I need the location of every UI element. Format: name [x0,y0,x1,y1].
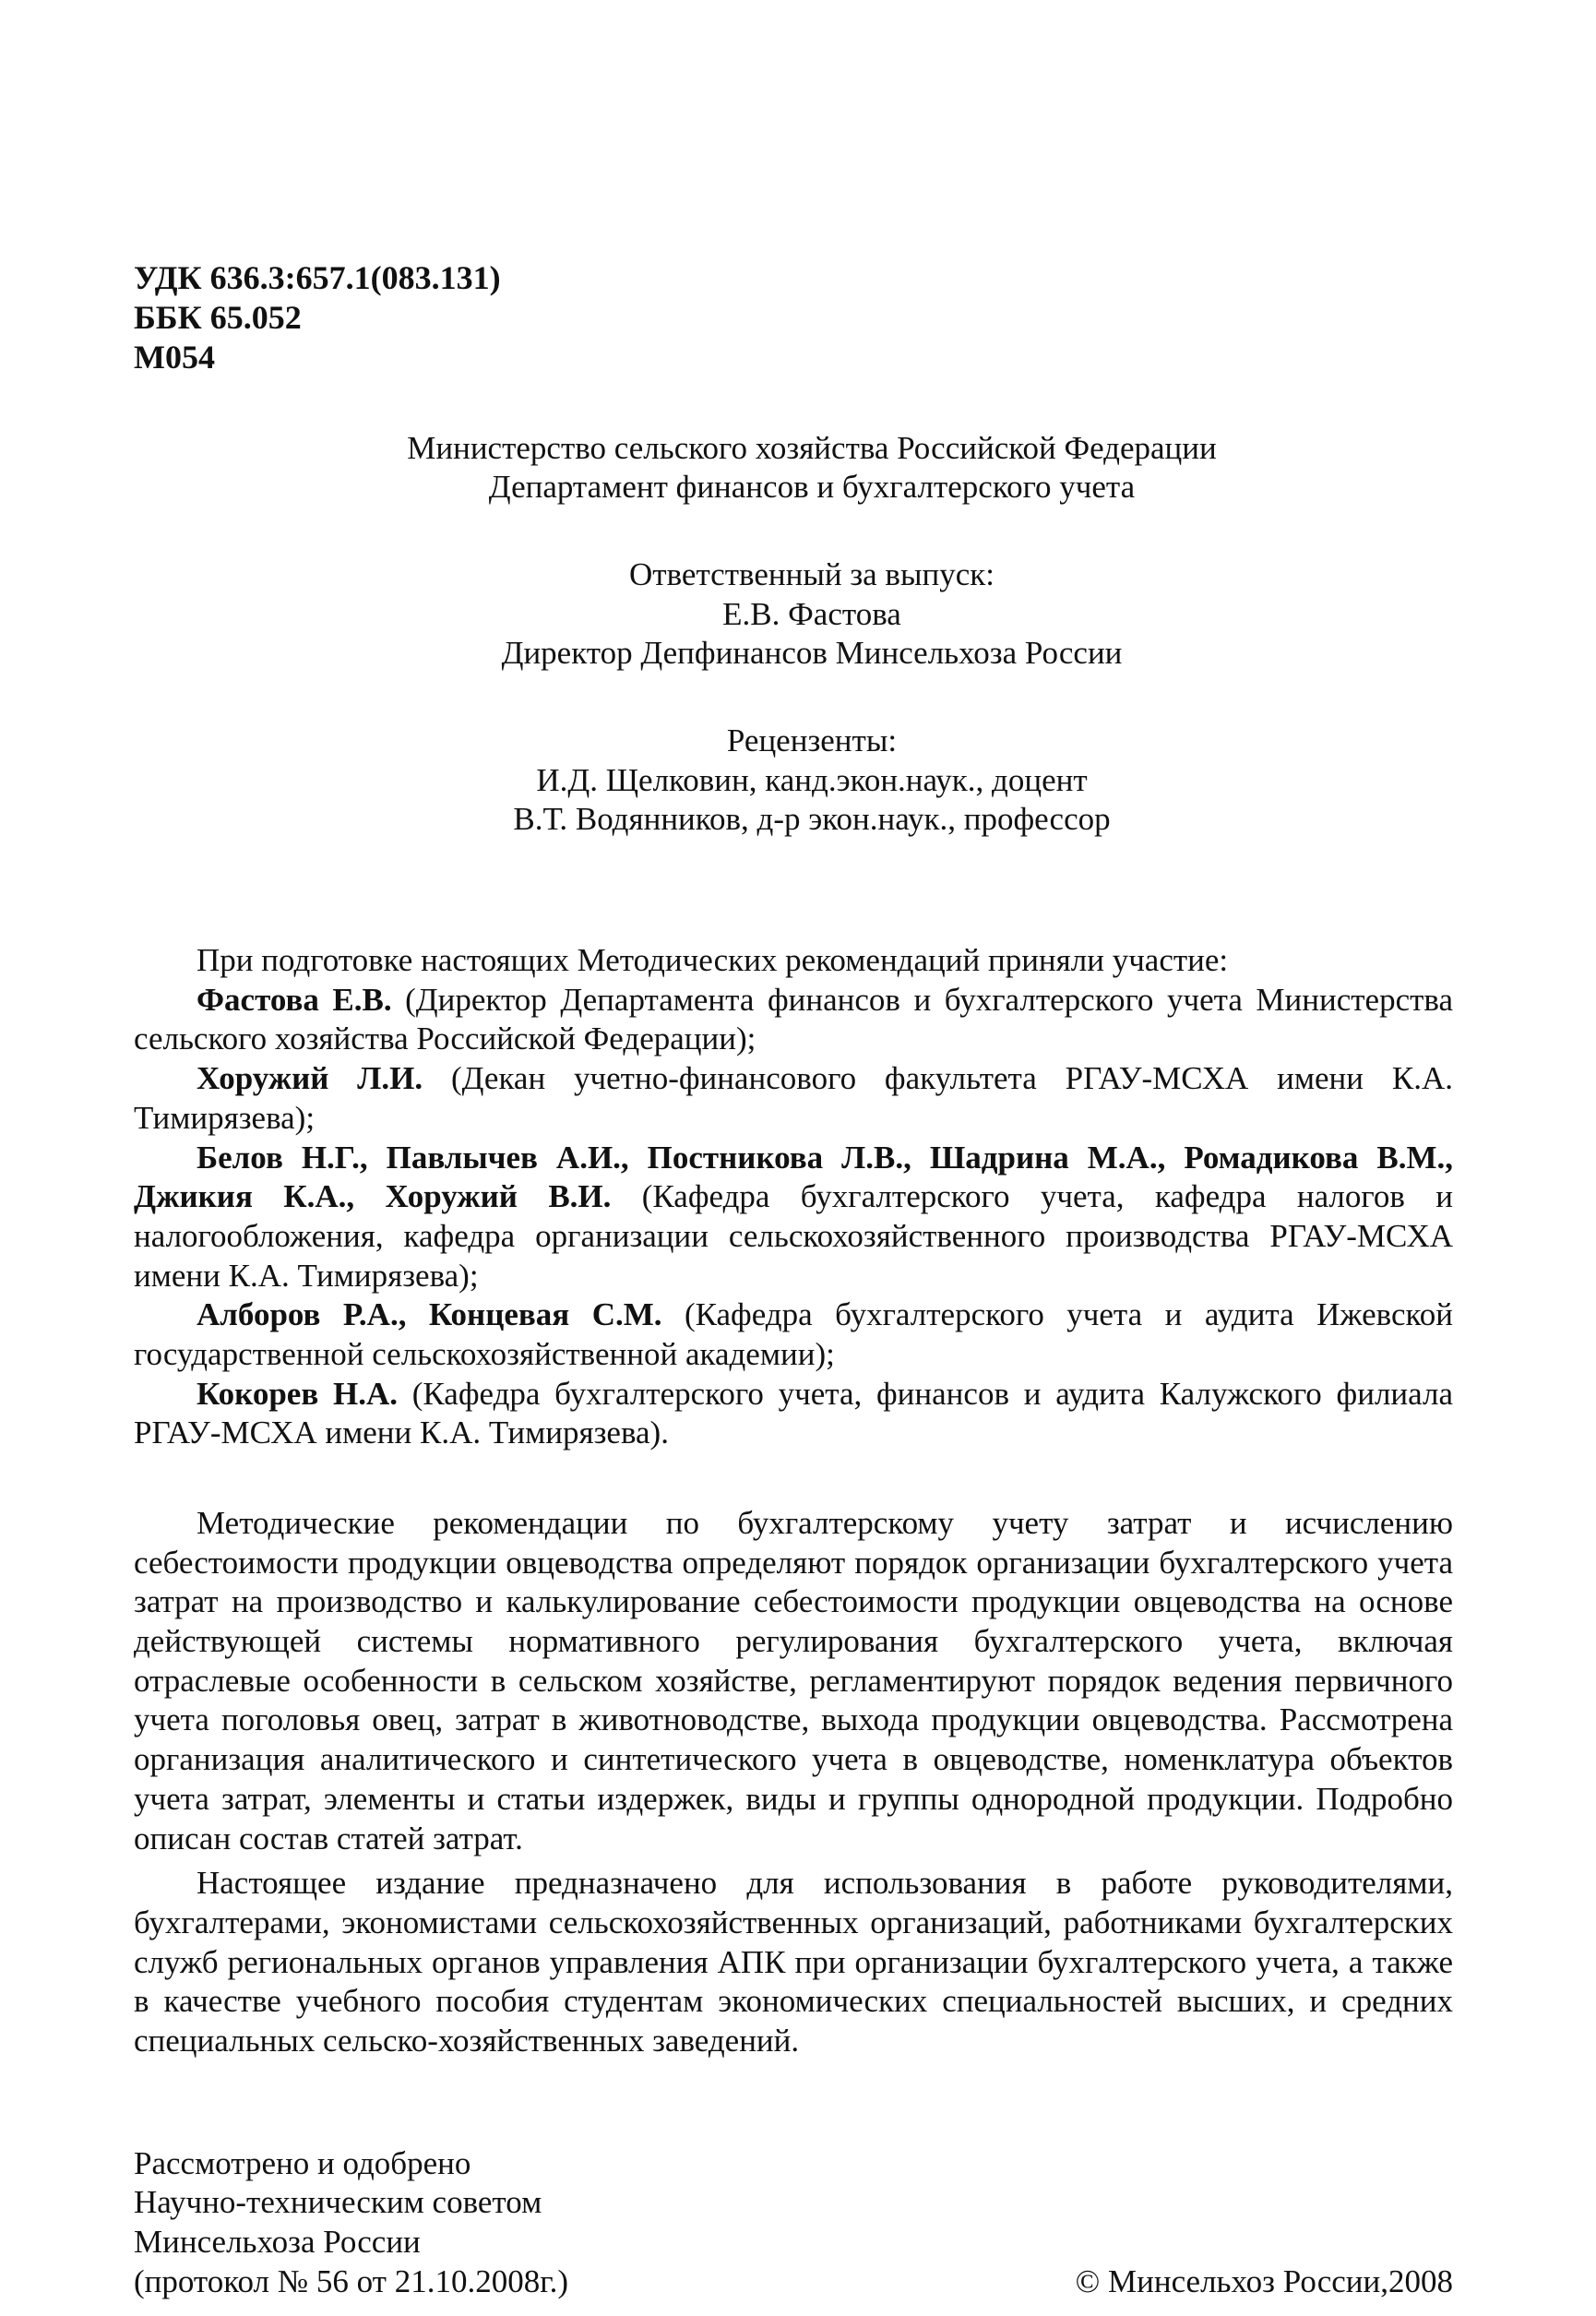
classification-codes [134,258,1453,378]
description-paragraph: Настоящее издание предназначено для использования в работе руководителями, бухгалтерами, экономистами сельскохозяйственных организаций, работниками бухгалтерских служб региональных органов управления АПК при организации бухгалтерского учета, а также в качестве учебного пособия студентам экономических специальностей высших, и средних специальных сельско-хозяйственных заведений. [134,1865,1453,2059]
participant-names: Хоружий Л.И. [197,1060,423,1097]
responsible-position: Директор Депфинансов Минсельхоза России [501,635,1123,672]
participant-entry [134,1375,1453,1453]
reviewer-item: В.Т. Водянников, д-р экон.наук., профессор [513,801,1111,838]
ministry-name: Министерство сельского хозяйства Российской Федерации [407,429,1217,466]
council-line: Научно-техническим советом [134,2184,542,2221]
participant-entry [134,1059,1453,1138]
participant-affiliation: (Кафедра бухгалтерского учета, кафедра налогов и налогообложения, кафедра организации сельскохозяйственного производства РГАУ-МСХА имени К.А. Тимирязева); [134,1178,1453,1294]
participant-affiliation: (Декан учетно-финансового факультета РГАУ-МСХА имени К.А. Тимирязева); [134,1060,1453,1136]
participants-section [134,941,1453,1453]
description-paragraph: Методические рекомендации по бухгалтерскому учету затрат и исчислению себестоимости продукции овцеводства определяют порядок организации бухгалтерского учета затрат на производство и калькулирование себестоимости продукции овцеводства на основе действующей системы нормативного регулирования бухгалтерского учета, включая отраслевые особенности в сельском хозяйстве, регламентируют порядок ведения первичного учета поголовья овец, затрат в животноводстве, выхода продукции овцеводства. Рассмотрена организация аналитического и синтетического учета в овцеводстве, номенклатура объектов учета затрат, элементы и статьи издержек, виды и группы однородной продукции. Подробно описан состав статей затрат. [134,1505,1453,1856]
description-section [134,1504,1453,2061]
publisher-block [134,429,1453,841]
ministry-line: Минсельхоза России [134,2224,421,2260]
participant-entry [134,981,1453,1059]
department-name: Департамент финансов и бухгалтерского учета [488,469,1136,506]
reviewers-block [171,722,1453,840]
approval-line: Рассмотрено и одобрено [134,2144,471,2181]
document-page [134,258,1453,2301]
reviewers-label: Рецензенты: [726,722,898,758]
responsible-label: Ответственный за выпуск: [629,555,995,592]
bbk-code: ББК 65.052 [134,299,302,337]
participant-names: Фастова Е.В. [197,981,392,1018]
participant-names: Кокорев Н.А. [197,1375,398,1412]
responsible-block [171,555,1453,674]
reviewer-item: И.Д. Щелковин, канд.экон.наук., доцент [536,761,1088,798]
author-mark: М054 [134,339,215,376]
udk-code: УДК 636.3:657.1(083.131) [134,259,501,296]
participant-affiliation: (Кафедра бухгалтерского учета и аудита Ижевской государственной сельскохозяйственной академии); [134,1296,1453,1372]
copyright-notice: © Минсельхоз России,2008 [1075,2262,1453,2299]
approval-footer [134,2144,1453,2302]
participants-intro: При подготовке настоящих Методических рекомендаций приняли участие: [197,942,1229,979]
participant-names: Белов Н.Г., Павлычев А.И., Постникова Л.В., Шадрина М.А., Ромадикова В.М., Джикия К.А., Хоружий В.И. [134,1139,1453,1215]
responsible-name: Е.В. Фастова [722,595,901,632]
participant-entry [134,1139,1453,1296]
participant-affiliation: (Директор Департамента финансов и бухгалтерского учета Министерства сельского хозяйства Российской Федерации); [134,981,1454,1057]
participant-names: Алборов Р.А., Концевая С.М. [197,1296,662,1333]
participant-affiliation: (Кафедра бухгалтерского учета, финансов и аудита Калужского филиала РГАУ-МСХА имени К.А. Тимирязева). [134,1375,1454,1451]
participant-entry [134,1295,1453,1374]
protocol-line: (протокол № 56 от 21.10.2008г.) [134,2262,569,2299]
